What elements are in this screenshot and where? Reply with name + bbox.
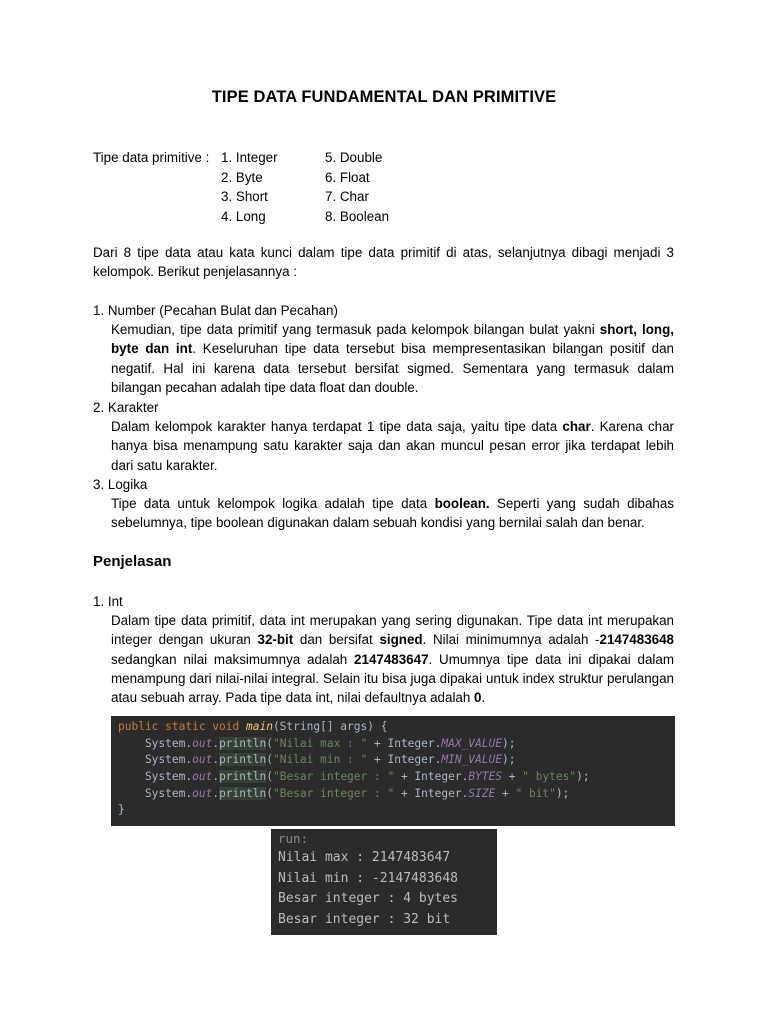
list-item	[93, 148, 693, 168]
code-line: }	[118, 803, 125, 817]
list-label: Tipe data primitive :	[93, 150, 210, 165]
list-item-integer: 1. Integer	[221, 150, 278, 165]
code-line: System.out.println("Nilai min : " + Integer.MIN_VALUE);	[118, 753, 516, 767]
list-item-byte: 2. Byte	[221, 169, 263, 185]
list-item-long: 4. Long	[221, 208, 266, 224]
intro-paragraph: Dari 8 tipe data atau kata kunci dalam tipe data primitif di atas, selanjutnya dibagi menjadi 3 kelompok. Berikut penjelasannya :	[93, 245, 674, 280]
code-line: System.out.println("Besar integer : " + Integer.SIZE + " bit");	[118, 786, 570, 800]
list-item-double: 5. Double	[325, 150, 383, 165]
group-paragraph-number: Kemudian, tipe data primitif yang termasuk pada kelompok bilangan bulat yakni short, long, byte dan int. Keseluruhan tipe data tersebut bisa mempresentasikan bilangan positif dan negatif. Hal ini karena data tersebut bersifat sigmed. Sementara yang termasuk dalam bilangan pecahan adalah tipe data float dan double.	[111, 322, 674, 395]
list-item-char: 7. Char	[325, 189, 369, 204]
section-heading: Penjelasan	[93, 553, 172, 570]
list-item-float: 6. Float	[325, 169, 370, 185]
list-item-boolean: 8. Boolean	[325, 208, 390, 224]
code-line: System.out.println("Besar integer : " + Integer.BYTES + " bytes");	[118, 770, 590, 784]
group-heading-karakter: 2. Karakter	[93, 400, 159, 415]
console-run-label: run:	[278, 831, 309, 846]
console-line: Besar integer : 32 bit	[278, 911, 451, 927]
group-paragraph-logika: Tipe data untuk kelompok logika adalah tipe data boolean. Seperti yang sudah dibahas sebelumnya, tipe boolean digunakan dalam sebuah kondisi yang bernilai salah dan benar.	[111, 496, 674, 531]
console-line: Nilai max : 2147483647	[278, 850, 451, 865]
int-heading: 1. Int	[93, 594, 123, 609]
console-output	[271, 829, 497, 935]
list-item	[93, 187, 693, 207]
list-item	[93, 207, 693, 227]
document-title: TIPE DATA FUNDAMENTAL DAN PRIMITIVE	[211, 88, 557, 106]
code-line: System.out.println("Nilai max : " + Integer.MAX_VALUE);	[118, 736, 516, 750]
code-line: public static void main(String[] args) {	[118, 720, 388, 733]
console-line: Besar integer : 4 bytes	[278, 891, 459, 906]
console-line: Nilai min : -2147483648	[278, 870, 459, 886]
list-item	[93, 168, 693, 188]
list-item-short: 3. Short	[221, 189, 268, 204]
group-paragraph-karakter: Dalam kelompok karakter hanya terdapat 1 tipe data saja, yaitu tipe data char. Karena char hanya bisa menampung satu karakter saja dan akan muncul pesan error jika terdapat lebih dari satu karakter.	[111, 419, 674, 473]
group-heading-logika: 3. Logika	[93, 477, 148, 492]
int-paragraph: Dalam tipe data primitif, data int merupakan yang sering digunakan. Tipe data int merupakan integer dengan ukuran 32-bit dan bersifat signed. Nilai minimumnya adalah -2147483648 sedangkan nilai maksimumnya adalah 2147483647. Umumnya tipe data ini dipakai dalam menampung dari nilai-nilai integral. Selain itu bisa juga dipakai untuk index struktur perulangan atau sebuah array. Pada tipe data int, nilai defaultnya adalah 0.	[111, 613, 674, 706]
primitive-type-list	[93, 148, 693, 226]
group-heading-number: 1. Number (Pecahan Bulat dan Pecahan)	[93, 303, 338, 318]
code-block	[111, 716, 675, 826]
